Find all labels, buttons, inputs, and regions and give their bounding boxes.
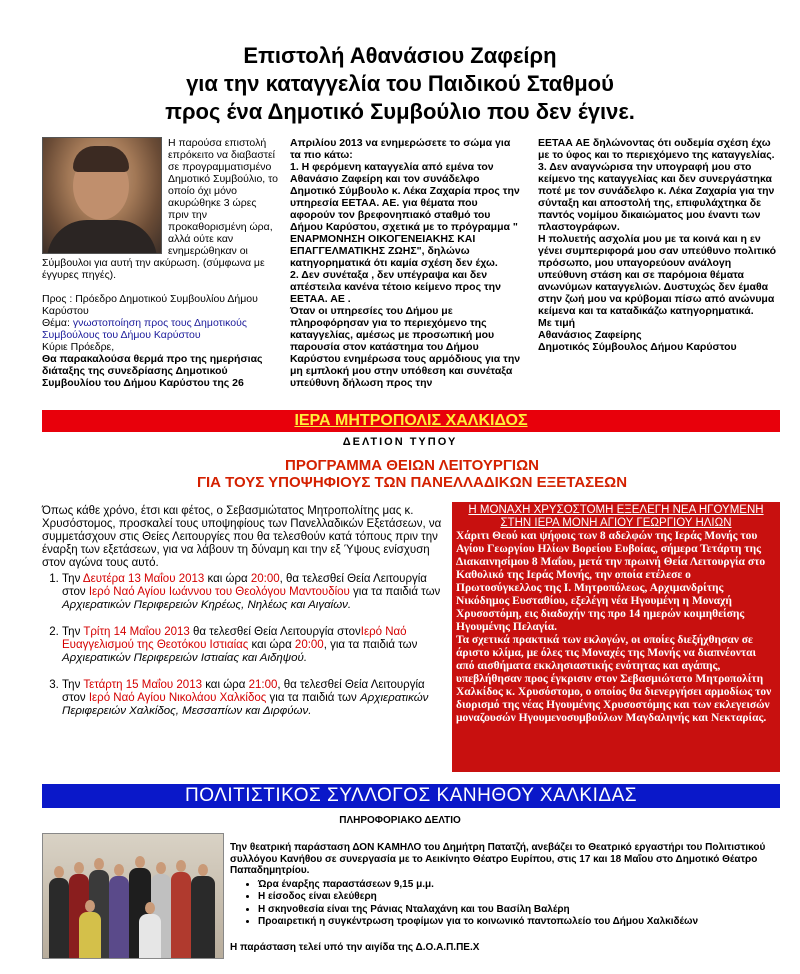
text: θα τελεσθεί Θεία Λειτουργία στον (189, 626, 361, 638)
letter-greeting: Κύριε Πρόεδρε, (42, 341, 115, 353)
author-photo (42, 137, 162, 254)
date: Τρίτη 14 Μαΐου 2013 (83, 626, 190, 638)
program-heading-2: ΓΙΑ ΤΟΥΣ ΥΠΟΨΗΦΙΟΥΣ ΤΩΝ ΠΑΝΕΛΛΑΔΙΚΩΝ ΕΞΕΤΑΣΕΩΝ (196, 474, 628, 491)
title-line-1: Επιστολή Αθανάσιου Ζαφείρη (243, 43, 557, 68)
list-item: • Ώρα έναρξης παραστάσεων 9,15 μ.μ. (258, 879, 785, 891)
signature-name: Αθανάσιος Ζαφείρης (538, 329, 642, 341)
letter-recipient: Προς : Πρόεδρο Δημοτικού Συμβουλίου Δήμου Καρύστου (42, 293, 258, 317)
list-item: • Προαιρετική η συγκέντρωση τροφίμων για το κοινωνικό παντοπωλείο του Δήμου Χαλκιδέων (258, 916, 785, 928)
letter-point-2: 2. Δεν συνέταξα , δεν υπέγραψα και δεν απέστειλα κανένα τέτοιο κείμενο προς την ΕΕΤΑΑ. ΑΕ . (290, 269, 501, 305)
text: Την (62, 573, 83, 585)
date: Τετάρτη 15 Μαΐου 2013 (83, 679, 202, 691)
metropolis-banner (42, 410, 780, 432)
theatre-patronage: Η παράσταση τελεί υπό την αιγίδα της Δ.Ο.Α.Π.ΠΕ.Χ (230, 941, 480, 953)
place: Ιερό Ναό Αγίου Ιωάννου του Θεολόγου Μαντουδίου (88, 586, 350, 598)
program-heading-1: ΠΡΟΓΡΑΜΜΑ ΘΕΙΩΝ ΛΕΙΤΟΥΡΓΙΩΝ (285, 457, 539, 474)
abbess-headline-1: Η ΜΟΝΑΧΗ ΧΡΥΣΟΣΤΟΜΗ ΕΞΕΛΕΓΗ ΝΕΑ ΗΓΟΥΜΕΝΗ (468, 504, 764, 516)
text: Την (62, 679, 84, 691)
liturgy-item-3 (62, 679, 448, 718)
text: και ώρα (202, 679, 249, 691)
time: 20:00 (294, 639, 324, 651)
title-line-2: για την καταγγελία του Παιδικού Σταθμού (186, 71, 614, 96)
letter-body-3: ΕΕΤΑΑ ΑΕ δηλώνοντας ότι ουδεμία σχέση έχω με το ύφος και το περιεχόμενο της καταγγελίας. (538, 137, 775, 161)
text: για τα παιδιά των (349, 586, 441, 598)
letter-body-2: Απριλίου 2013 να ενημερώσετε το σώμα για τα πιο κάτω: (290, 137, 511, 161)
liturgy-item-1 (62, 573, 448, 612)
place: Ιερό Ναό Αγίου Νικολάου Χαλκίδος (88, 692, 267, 704)
letter-point-1: 1. Η φερόμενη καταγγελία από εμένα τον Αθανάσιο Ζαφείρη και τον συνάδελφο Δημοτικό Σύμβουλο κ. Λέκα Ζαχαρία προς την υπηρεσία ΕΕΤΑΑ. ΑΕ. για θέματα που αφορούν τον βρεφονηπιακό σταθμό του Δήμου Καρύστου, σχετικά με το πρόγραμμα " ΕΝΑΡΜΟΝΗΣΗ ΟΙΚΟΓΕΝΕΙΑΚΗΣ ΚΑΙ ΕΠΑΓΓΕΛΜΑΤΙΚΗΣ ΖΩΗΣ", δηλώνω κατηγορηματικά ότι καμία σχέση δεν έχω. (290, 161, 520, 269)
area: Αρχιερατικών Περιφερειών Ιστιαίας και Αιδηψού. (62, 652, 308, 664)
place: Ιερό Ναό Ευαγγελισμού της Θεοτόκου Ιστιαίας (62, 626, 407, 651)
theatre-details-list (230, 879, 785, 928)
liturgy-intro: Όπως κάθε χρόνο, έτσι και φέτος, ο Σεβασμιώτατος Μητροπολίτης μας κ. Χρυσόστομος, προσκαλεί τους υποψηφίους των Πανελλαδικών Εξετάσεων, να συμμετάσχουν στις Θείες Λειτουργίες που θα τελεσθούν κατά τόπους πριν την έναρξη των εξετάσεων, για να λάβουν τη δύναμη και την εξ Ύψους ενίσχυση στον αγώνα τους αυτό. (42, 505, 442, 569)
letter-column-3 (538, 137, 778, 353)
signature-closing: Με τιμή (538, 317, 576, 329)
text: , θα τελεσθεί Θεία Λειτουργία στον (62, 679, 425, 704)
letter-point-3: 3. Δεν αναγνώρισα την υπογραφή μου στο κείμενο της καταγγελίας και δεν συνεργάστηκα ποτέ με τον συνάδελφο κ. Λέκα Ζαχαρία για την σύνταξη και αποστολή της, επιφυλάχτηκα δε παντός νομίμου δικαιώματος μου έναντι των πλαστογράφων. (538, 161, 775, 233)
text: , θα τελεσθεί Θεία Λειτουργία στον (62, 573, 427, 598)
metropolis-banner-text: ΙΕΡΑ ΜΗΤΡΟΠΟΛΙΣ ΧΑΛΚΙΔΟΣ (294, 412, 528, 429)
article-title (0, 42, 800, 126)
letter-point-4: Η πολυετής ασχολία μου με τα κοινά και η εν γένει συμπεριφορά μου σαν υπεύθυνο πολιτικό πρόσωπο, μου υπαγορεύουν ανάλογη υπεύθυνη στάση και σε παρόμοια θέματα ανωνύμων καταγγελιών. Δυστυχώς δεν έμαθα στην ζωή μου να κρύβομαι πίσω από ανώνυμα κείμενα και τα καταδικάζω κατηγορηματικά. (538, 233, 777, 317)
liturgy-article (42, 505, 448, 732)
area: Αρχιερατικών Περιφερειών Χαλκίδος, Μεσσαπίων και Διρφύων. (62, 692, 429, 717)
abbess-paragraph-1: Χάριτι Θεού και ψήφοις των 8 αδελφών της Ιεράς Μονής του Αγίου Γεωργίου Ηλίων Βορείου Ευβοίας, σήμερα Τετάρτη της Διακαινησίμου 8 Μαΐου, μετά την πρωινή Θεία Λειτουργία στο Καθολικό της Ιεράς Μονής, την οποία ετέλεσε ο Πρωτοσύγκελλος της Ι. Μητροπόλεως, Αρχιμανδρίτης Νικόδημος Ευσταθίου, εξελέγη νέα Ηγουμένη η Μοναχή Χρυσοστόμη, εις διαδοχήν της προ 14 ημερών κοιμηθείσης Ηγουμένης Πελαγία. (456, 530, 766, 633)
text: για τα παιδιά των (266, 692, 360, 704)
time: 20:00 (250, 573, 280, 585)
abbess-headline-2: ΣΤΗΝ ΙΕΡΑ ΜΟΝΗ ΑΓΙΟΥ ΓΕΩΡΓΙΟΥ ΗΛΙΩΝ (500, 517, 732, 529)
signature-title: Δημοτικός Σύμβουλος Δήμου Καρύστου (538, 341, 737, 353)
theatre-announcement (230, 842, 785, 953)
letter-body-1: Θα παρακαλούσα θερμά προ της ημερήσιας διάταξης της συνεδρίασης Δημοτικού Συμβουλίου του Δήμου Καρύστου της 26 (42, 353, 263, 389)
press-release-label: ΔΕΛΤΙΟΝ ΤΥΠΟΥ (342, 436, 458, 448)
text: και ώρα (248, 639, 295, 651)
text: , για τα παιδιά των (323, 639, 418, 651)
date: Δευτέρα 13 Μαΐου 2013 (82, 573, 205, 585)
subject-text: γνωστοποίηση προς τους Δημοτικούς Συμβούλους του Δήμου Καρύστου (42, 317, 247, 341)
area: Αρχιερατικών Περιφερειών Κηρέως, Νηλέως και Αιγαίων. (62, 599, 352, 611)
letter-column-2 (290, 137, 522, 389)
letter-subject (42, 317, 280, 341)
text: Την (62, 626, 84, 638)
time: 21:00 (248, 679, 278, 691)
letter-point-2b: Όταν οι υπηρεσίες του Δήμου με πληροφόρησαν για το περιεχόμενο της καταγγελίας, αμέσως με προσωπική μου παρουσία στον κατάστημα του Δήμου Καρύστου ενημέρωσα τους αρμόδιους για την μη εμπλοκή μου στην υπόθεση και συνέταξα υπεύθυνη δήλωση προς την (290, 305, 521, 389)
letter-intro: Η παρούσα επιστολή επρόκειτο να διαβαστεί σε προγραμματισμένο Δημοτικό Συμβούλιο, το οποίο όχι μόνο ακυρώθηκε 3 ώρες πριν την προκαθορισμένη ώρα, αλλά ούτε καν ενημερώθηκαν οι Σύμβουλοι για αυτή την ακύρωση. (σύμφωνα με έγγυρες πηγές). (42, 137, 278, 281)
letter-column-1 (42, 137, 280, 389)
theatre-text: Την θεατρική παράσταση ΔΟΝ ΚΑΜΗΛΟ του Δημήτρη Πατατζή, ανεβάζει το Θεατρικό εργαστήρι του Πολιτιστικού συλλόγου Κανήθου σε συνεργασία με το Αεικίνητο Θέατρο Ευρίπου, στις 17 και 18 Μαΐου στο Δημοτικό Θέατρο Παπαδημητρίου. (230, 842, 766, 876)
program-heading (42, 457, 782, 491)
cultural-club-banner: ΠΟΛΙΤΙΣΤΙΚΟΣ ΣΥΛΛΟΓΟΣ ΚΑΝΗΘΟΥ ΧΑΛΚΙΔΑΣ (42, 784, 780, 808)
info-bulletin-label: ΠΛΗΡΟΦΟΡΙΑΚΟ ΔΕΛΤΙΟ (339, 815, 461, 826)
group-photo (42, 833, 224, 959)
text: και ώρα (204, 573, 251, 585)
list-item: • Η σκηνοθεσία είναι της Ράνιας Νταλαχάνη και του Βασίλη Βαλέρη (258, 904, 785, 916)
title-line-3: προς ένα Δημοτικό Συμβούλιο που δεν έγινε. (165, 99, 635, 124)
subject-label: Θέμα: (42, 317, 73, 329)
abbess-paragraph-2: Τα σχετικά πρακτικά των εκλογών, οι οποίες διεξήχθησαν σε άριστο κλίμα, με όλες τις Μοναχές της Μονής να διαπνέονται από αισθήματα εκκλησιαστικής ενότητας και αγάπης, υπεβλήθησαν προς έγκρισιν στον Σεβασμιώτατο Μητροπολίτη Χαλκίδος κ. Χρυσόστομο, ο οποίος θα διενεργήσει αρμοδίως τον διορισμό της νέας Ηγουμένης Χρυσοστόμης και των εκλεγεισών μοναζουσών Ηγουμενοσυμβούλων Μαγδαληνής και Νεκταρίας. (456, 634, 772, 724)
list-item: • Η είσοδος είναι ελεύθερη (258, 891, 785, 903)
abbess-news-box (452, 502, 780, 772)
liturgy-item-2 (62, 626, 448, 665)
